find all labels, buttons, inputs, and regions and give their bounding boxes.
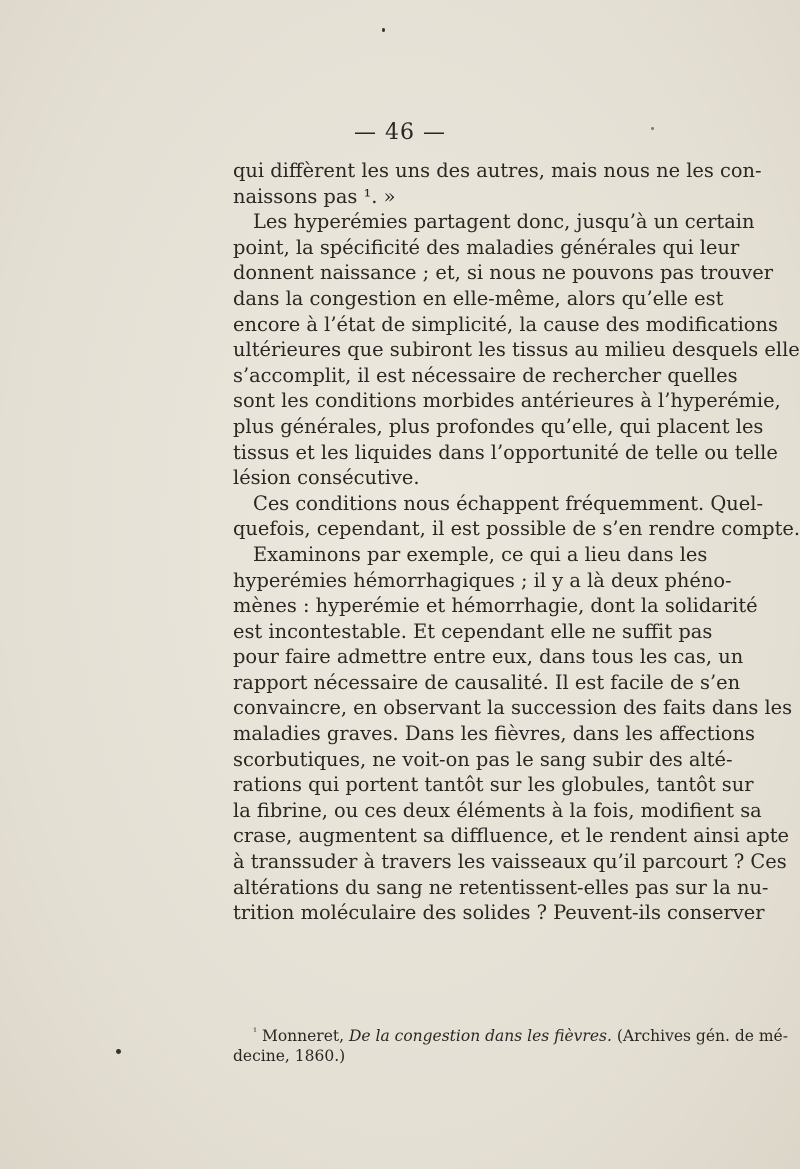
footnote-author: Monneret,: [261, 1027, 345, 1046]
text-line: donnent naissance ; et, si nous ne pouvons pas trouver: [233, 261, 774, 285]
text-line: crase, augmentent sa diffluence, et le rendent ainsi apte: [233, 824, 789, 848]
text-line: convaincre, en observant la succession des faits dans les: [233, 696, 793, 720]
footnote-source: (Archives gén. de mé-: [616, 1027, 788, 1046]
page-number: — 46 —: [354, 120, 446, 145]
footnote: [233, 1023, 788, 1066]
text-line: Examinons par exemple, ce qui a lieu dans les: [253, 542, 708, 566]
text-line: s’accomplit, il est nécessaire de rechercher quelles: [233, 363, 738, 387]
text-line: point, la spécificité des maladies générales qui leur: [233, 235, 740, 259]
text-line: mènes : hyperémie et hémorrhagie, dont la solidarité: [233, 594, 758, 618]
text-line: trition moléculaire des solides ? Peuvent-ils conserver: [233, 901, 765, 925]
text-line: plus générales, plus profondes qu’elle, qui placent les: [233, 414, 764, 438]
text-line: est incontestable. Et cependant elle ne suffit pas: [233, 619, 713, 643]
text-line: pour faire admettre entre eux, dans tous les cas, un: [233, 645, 744, 669]
body-text: [233, 158, 800, 926]
footnote-title: De la congestion dans les fièvres.: [348, 1027, 612, 1046]
text-line: scorbutiques, ne voit-on pas le sang subir des alté-: [233, 747, 733, 771]
text-line: sont les conditions morbides antérieures à l’hyperémie,: [233, 389, 781, 413]
text-line: naissons pas ¹. »: [233, 184, 396, 208]
text-line: Ces conditions nous échappent fréquemment. Quel-: [253, 491, 763, 515]
text-line: encore à l’état de simplicité, la cause des modifications: [233, 312, 778, 336]
paper-speck: [651, 127, 654, 130]
text-line: qui diffèrent les uns des autres, mais nous ne les con-: [233, 159, 762, 182]
text-line: ultérieures que subiront les tissus au milieu desquels elle: [233, 338, 800, 362]
text-line: lésion consécutive.: [233, 466, 420, 490]
footnote-line: decine, 1860.): [233, 1047, 346, 1066]
footnote-line: [233, 1023, 788, 1046]
text-line: rapport nécessaire de causalité. Il est facile de s’en: [233, 670, 741, 694]
text-line: Les hyperémies partagent donc, jusqu’à un certain: [253, 210, 755, 234]
text-line: quefois, cependant, il est possible de s’en rendre compte.: [233, 517, 800, 541]
text-line: rations qui portent tantôt sur les globules, tantôt sur: [233, 773, 754, 797]
text-line: dans la congestion en elle-même, alors qu’elle est: [233, 286, 724, 310]
text-line: à transsuder à travers les vaisseaux qu’il parcourt ? Ces: [233, 850, 787, 874]
paper-speck: [382, 28, 385, 32]
text-line: altérations du sang ne retentissent-elles pas sur la nu-: [233, 875, 769, 899]
text-line: hyperémies hémorrhagiques ; il y a là deux phéno-: [233, 568, 732, 592]
text-line: maladies graves. Dans les fièvres, dans les affections: [233, 722, 755, 746]
footnote-mark: ¹: [253, 1027, 258, 1038]
text-line: la fibrine, ou ces deux éléments à la fois, modifient sa: [233, 798, 762, 822]
paper-speck: [116, 1049, 121, 1054]
text-line: tissus et les liquides dans l’opportunité de telle ou telle: [233, 440, 778, 464]
